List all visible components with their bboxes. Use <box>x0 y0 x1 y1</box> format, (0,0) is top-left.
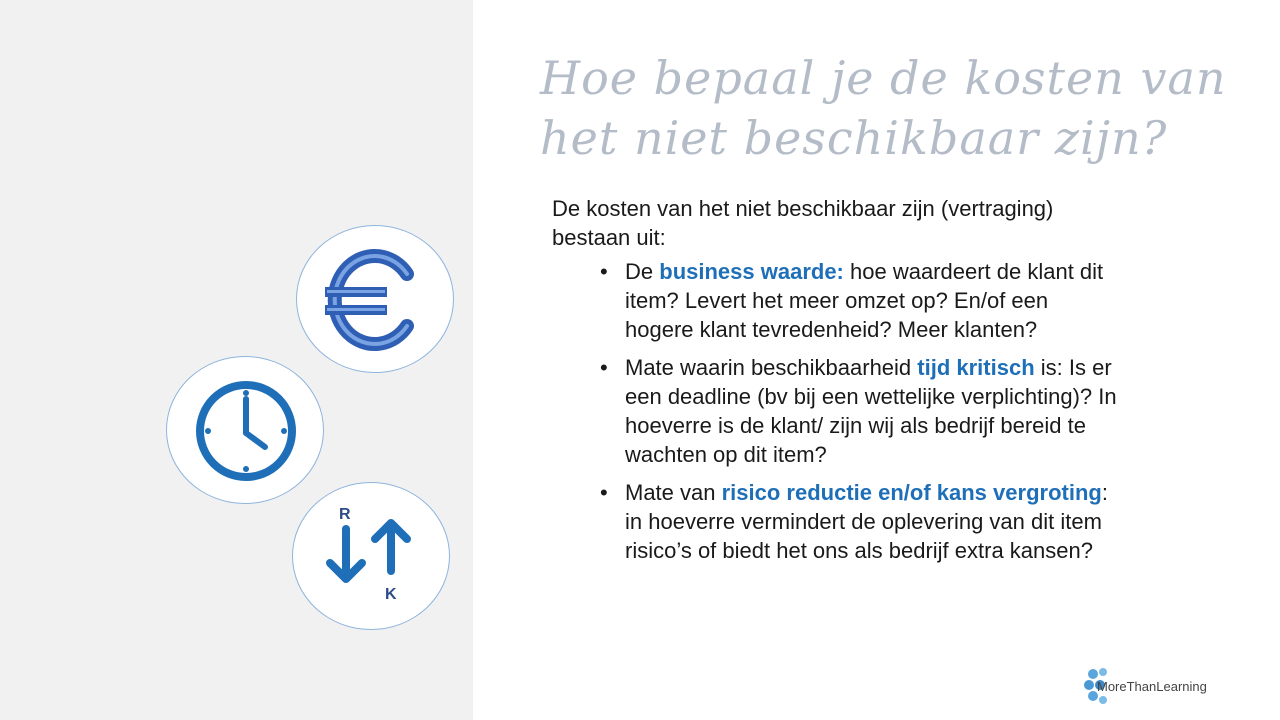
bullet-dot: • <box>600 259 608 284</box>
risk-opportunity-arrows-icon <box>293 483 451 631</box>
opportunity-label: K <box>385 586 397 603</box>
bullet-dot: • <box>600 355 608 380</box>
euro-icon <box>297 226 455 374</box>
bullet-highlight: business waarde: <box>659 259 844 284</box>
intro-text: De kosten van het niet beschikbaar zijn (vertraging) bestaan uit: <box>552 196 1054 250</box>
clock-circle <box>166 356 324 504</box>
logo-text: MoreThanLearning <box>1097 679 1207 694</box>
title-line-2: het niet beschikbaar zijn? <box>540 111 1168 165</box>
euro-circle <box>296 225 454 373</box>
bullet-text: : in hoeverre vermindert de oplevering van dit item risico’s of biedt het ons als bedrijf extra kansen? <box>625 480 1108 563</box>
risk-label: R <box>339 506 351 523</box>
bullet-prefix: De <box>625 259 660 284</box>
bullet-text: hoe waardeert de klant dit item? Levert het meer omzet op? En/of een hogere klant tevredenheid? Meer klanten? <box>625 259 1104 342</box>
bullet-business-value <box>598 257 1118 344</box>
bullet-prefix: Mate waarin beschikbaarheid <box>625 355 918 380</box>
bullet-dot: • <box>600 480 608 505</box>
bullet-highlight: tijd kritisch <box>917 355 1035 380</box>
bullet-list <box>598 257 1118 574</box>
bullet-text: is: Is er een deadline (bv bij een wettelijke verplichting)? In hoeverre is de klant/ zijn wij als bedrijf bereid te wachten op dit item? <box>625 355 1117 467</box>
morethanlearning-logo <box>1083 664 1223 706</box>
bullet-time-critical <box>598 353 1118 469</box>
bullet-highlight: risico reductie en/of kans vergroting <box>721 480 1102 505</box>
bullet-prefix: Mate van <box>625 480 722 505</box>
slide-title <box>540 48 1240 168</box>
risk-circle <box>292 482 450 630</box>
title-line-1: Hoe bepaal je de kosten van <box>540 51 1227 105</box>
bullet-risk-reduction <box>598 478 1118 565</box>
